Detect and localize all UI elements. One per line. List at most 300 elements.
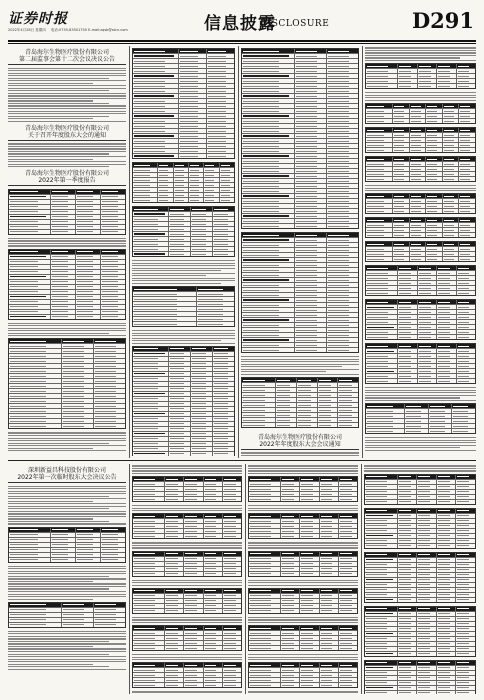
table-cell [365, 652, 397, 656]
table-row [366, 280, 475, 285]
table-cell [133, 562, 164, 566]
table-cell [458, 199, 475, 203]
table-cell [242, 423, 275, 427]
table-cell [428, 419, 452, 423]
table-cell [9, 379, 61, 383]
table-row [366, 118, 475, 123]
issue-date: 2022年4月28日 星期四 [8, 28, 46, 32]
table-cell [61, 389, 93, 393]
table-cell [242, 74, 294, 78]
table-cell [75, 305, 100, 309]
table-row [366, 285, 475, 290]
table-cell [455, 539, 475, 543]
table-cell [275, 403, 296, 407]
text-line [248, 617, 358, 618]
table-row [133, 496, 241, 501]
table-cell [442, 128, 459, 132]
table-cell [319, 599, 338, 603]
table-cell [397, 671, 417, 675]
table-cell [436, 622, 456, 626]
table-row [365, 631, 475, 636]
table-cell [133, 139, 178, 143]
table-row [242, 342, 358, 347]
table-cell [404, 429, 428, 433]
table-cell [455, 519, 475, 523]
table-cell [203, 594, 222, 598]
table-row [249, 528, 357, 533]
text-line [248, 473, 358, 474]
table-row [9, 607, 125, 612]
section-title-en: DISCLOSURE [260, 19, 330, 29]
table-cell [249, 641, 280, 645]
table-cell [416, 622, 436, 626]
table-row [365, 587, 475, 592]
text-line [8, 633, 126, 634]
table-cell [9, 528, 50, 532]
table-cell [365, 485, 397, 489]
text-line [365, 450, 476, 451]
table-cell [190, 422, 212, 426]
table-cell [206, 119, 234, 123]
text-line [8, 68, 126, 69]
table-cell [326, 164, 358, 168]
table-cell [9, 354, 61, 358]
table-cell [183, 678, 202, 682]
table-row [366, 423, 475, 428]
table-cell [365, 661, 397, 665]
table-cell [190, 427, 212, 431]
table-cell [366, 271, 397, 275]
table-row [242, 327, 358, 332]
table-cell [317, 403, 338, 407]
table-cell [326, 69, 358, 73]
table-cell [133, 292, 196, 296]
table-cell [173, 173, 188, 177]
data-table [132, 588, 242, 614]
table-cell [249, 552, 280, 556]
table-cell [366, 424, 404, 428]
table-row [366, 251, 475, 256]
table-cell [242, 253, 294, 257]
text-line [8, 116, 109, 117]
table-row [133, 88, 234, 93]
table-row [133, 518, 241, 523]
table-row [133, 446, 234, 451]
table-row [133, 138, 234, 143]
table-cell [133, 594, 164, 598]
table-row [9, 552, 125, 557]
table-cell [338, 626, 357, 630]
text-line [365, 442, 476, 443]
table-cell [212, 417, 234, 421]
masthead-rule-thin [8, 43, 476, 44]
table-cell [436, 529, 456, 533]
table-cell [319, 609, 338, 613]
table-cell [366, 409, 404, 413]
table-row [242, 93, 358, 98]
data-table [365, 193, 476, 214]
text-line [8, 78, 109, 79]
table-row [365, 553, 475, 557]
table-cell [392, 143, 409, 147]
table-cell [222, 529, 241, 533]
table-cell [366, 114, 392, 118]
table-cell [219, 178, 234, 182]
table-cell [397, 568, 417, 572]
table-cell [299, 646, 318, 650]
table-cell [326, 79, 358, 83]
table-cell [326, 174, 358, 178]
table-cell [299, 589, 318, 593]
table-cell [280, 492, 299, 496]
table-cell [212, 437, 234, 441]
table-row [242, 198, 358, 203]
data-table [248, 513, 358, 539]
table-cell [133, 529, 164, 533]
table-cell [294, 283, 326, 287]
section-title: 信息披露 [204, 14, 276, 34]
table-cell [50, 315, 75, 319]
table-cell [9, 285, 50, 289]
table-cell [326, 49, 358, 53]
table-cell [203, 663, 222, 667]
table-cell [436, 558, 456, 562]
table-cell [294, 263, 326, 267]
table-cell [417, 330, 436, 334]
table-cell [436, 671, 456, 675]
table-cell [436, 588, 456, 592]
table-cell [425, 104, 442, 108]
table-cell [425, 199, 442, 203]
table-cell [366, 199, 392, 203]
table-row [366, 256, 475, 261]
table-cell [404, 424, 428, 428]
table-cell [392, 167, 409, 171]
table-cell [294, 189, 326, 193]
table-cell [183, 663, 202, 667]
table-cell [190, 387, 212, 391]
table-cell [190, 367, 212, 371]
table-cell [133, 168, 157, 172]
table-cell [178, 119, 206, 123]
table-cell [397, 612, 417, 616]
text-line [8, 240, 126, 241]
table-cell [242, 119, 294, 123]
table-cell [133, 382, 168, 386]
table-row [9, 368, 125, 373]
table-cell [222, 673, 241, 677]
table-cell [133, 217, 168, 221]
table-cell [168, 352, 190, 356]
table-cell [100, 300, 125, 304]
table-cell [249, 557, 280, 561]
table-cell [242, 343, 294, 347]
text-line [8, 594, 126, 595]
text-line [248, 547, 358, 548]
table-cell [188, 193, 203, 197]
data-table [132, 48, 235, 159]
table-row [242, 133, 358, 138]
table-cell [93, 424, 125, 428]
text-line [8, 578, 126, 579]
table-cell [203, 477, 222, 481]
table-cell [242, 129, 294, 133]
table-cell [326, 338, 358, 342]
text-line [365, 100, 476, 101]
table-cell [409, 204, 426, 208]
table-cell [416, 612, 436, 616]
table-cell [100, 528, 125, 532]
table-row [9, 358, 125, 363]
table-row [249, 593, 357, 598]
table-row [366, 64, 475, 68]
table-cell [242, 393, 275, 397]
table-cell [294, 64, 326, 68]
table-row [366, 142, 475, 147]
table-cell [212, 402, 234, 406]
table-cell [133, 79, 178, 83]
table-cell [458, 177, 475, 181]
table-row [365, 538, 475, 543]
table-cell [188, 163, 203, 167]
table-row [366, 73, 475, 78]
table-cell [366, 172, 392, 176]
table-cell [416, 666, 436, 670]
table-cell [458, 109, 475, 113]
table-cell [75, 220, 100, 224]
table-row [242, 392, 358, 397]
table-cell [425, 143, 442, 147]
text-line [8, 511, 126, 512]
table-cell [206, 144, 234, 148]
table-cell [178, 129, 206, 133]
table-cell [133, 222, 168, 226]
table-cell [157, 178, 172, 182]
table-cell [50, 205, 75, 209]
announcement-title: 关于召开年度股东大会的通知 [27, 131, 106, 139]
table-cell [442, 148, 459, 152]
text-line [365, 387, 476, 388]
table-cell [61, 414, 93, 418]
table-cell [397, 622, 417, 626]
table-cell [168, 452, 190, 456]
table-cell [190, 217, 212, 221]
table-row [133, 361, 234, 366]
text-line [8, 143, 126, 144]
table-cell [326, 288, 358, 292]
table-cell [319, 529, 338, 533]
table-cell [206, 139, 234, 143]
table-cell [299, 487, 318, 491]
table-cell [168, 232, 190, 236]
table-row [133, 83, 234, 88]
table-cell [299, 567, 318, 571]
table-cell [337, 418, 358, 422]
table-cell [93, 394, 125, 398]
table-cell [9, 359, 61, 363]
table-row [9, 190, 125, 194]
table-cell [416, 607, 436, 611]
table-cell [416, 588, 436, 592]
table-cell [442, 143, 459, 147]
text-line [132, 275, 206, 276]
table-cell [425, 228, 442, 232]
table-cell [133, 519, 164, 523]
table-cell [133, 124, 178, 128]
table-cell [75, 553, 100, 557]
table-cell [416, 534, 436, 538]
table-cell [93, 344, 125, 348]
table-cell [168, 402, 190, 406]
table-cell [190, 412, 212, 416]
table-cell [366, 419, 404, 423]
table-cell [458, 223, 475, 227]
table-cell [442, 167, 459, 171]
table-cell [326, 323, 358, 327]
table-cell [299, 552, 318, 556]
table-cell [196, 292, 234, 296]
table-cell [317, 418, 338, 422]
table-cell [425, 128, 442, 132]
table-cell [203, 193, 218, 197]
table-cell [222, 514, 241, 518]
table-cell [133, 119, 178, 123]
text-line [8, 440, 126, 441]
text-line [8, 164, 126, 165]
table-row [365, 685, 475, 690]
table-cell [436, 500, 456, 504]
table-cell [206, 114, 234, 118]
table-cell [294, 219, 326, 223]
table-cell [212, 377, 234, 381]
table-cell [417, 310, 436, 314]
table-cell [458, 204, 475, 208]
table-cell [392, 138, 409, 142]
table-cell [409, 199, 426, 203]
table-cell [417, 79, 436, 83]
table-cell [455, 529, 475, 533]
table-cell [397, 578, 417, 582]
table-cell [173, 178, 188, 182]
table-row [242, 247, 358, 252]
table-cell [425, 114, 442, 118]
table-cell [9, 553, 50, 557]
table-cell [183, 487, 202, 491]
text-line [8, 100, 93, 101]
table-row [133, 113, 234, 118]
table-cell [326, 89, 358, 93]
text-line [8, 493, 126, 494]
table-cell [436, 686, 456, 690]
table-cell [425, 157, 442, 161]
text-line [241, 356, 359, 357]
table-cell [338, 572, 357, 576]
table-row [242, 108, 358, 113]
table-cell [404, 404, 428, 408]
table-cell [157, 188, 172, 192]
table-cell [365, 681, 397, 685]
table-cell [75, 250, 100, 254]
table-row [242, 203, 358, 208]
table-cell [61, 369, 93, 373]
table-row [365, 646, 475, 651]
table-cell [456, 64, 475, 68]
table-cell [397, 291, 416, 295]
table-cell [416, 524, 436, 528]
newspaper-logo: 证券时报 [8, 11, 68, 27]
table-cell [416, 593, 436, 597]
text-line [241, 452, 359, 453]
table-cell [9, 210, 50, 214]
table-cell [133, 307, 196, 311]
table-row [133, 241, 234, 246]
text-line [132, 278, 235, 279]
text-line [8, 121, 126, 122]
table-cell [100, 260, 125, 264]
table-cell [436, 524, 456, 528]
table-cell [133, 193, 157, 197]
table-cell [366, 138, 392, 142]
table-cell [9, 220, 50, 224]
table-cell [249, 534, 280, 538]
table-cell [436, 617, 456, 621]
table-cell [203, 589, 222, 593]
table-cell [338, 589, 357, 593]
table-cell [397, 509, 417, 513]
table-cell [242, 59, 294, 63]
table-cell [299, 529, 318, 533]
table-row [366, 378, 475, 383]
table-cell [133, 144, 178, 148]
table-row [133, 246, 234, 251]
table-cell [133, 417, 168, 421]
table-cell [416, 691, 436, 694]
table-row [9, 199, 125, 204]
table-cell [242, 298, 294, 302]
text-line [248, 619, 358, 620]
table-cell [326, 263, 358, 267]
table-cell [133, 173, 157, 177]
table-cell [294, 253, 326, 257]
table-cell [397, 325, 416, 329]
table-row [249, 677, 357, 682]
table-cell [319, 487, 338, 491]
table-cell [294, 164, 326, 168]
data-table [365, 127, 476, 153]
table-cell [190, 452, 212, 456]
text-line [132, 470, 242, 471]
table-cell [206, 134, 234, 138]
table-cell [183, 626, 202, 630]
table-cell [366, 369, 397, 373]
table-row [249, 533, 357, 538]
table-cell [93, 419, 125, 423]
table-cell [436, 369, 455, 373]
table-cell [50, 295, 75, 299]
table-cell [417, 369, 436, 373]
table-cell [417, 335, 436, 339]
table-row [365, 651, 475, 656]
table-cell [173, 168, 188, 172]
table-cell [409, 233, 426, 237]
table-cell [206, 49, 234, 53]
table-cell [173, 193, 188, 197]
table-row [365, 562, 475, 567]
table-cell [326, 253, 358, 257]
table-cell [366, 109, 392, 113]
table-cell [190, 432, 212, 436]
table-cell [365, 642, 397, 646]
